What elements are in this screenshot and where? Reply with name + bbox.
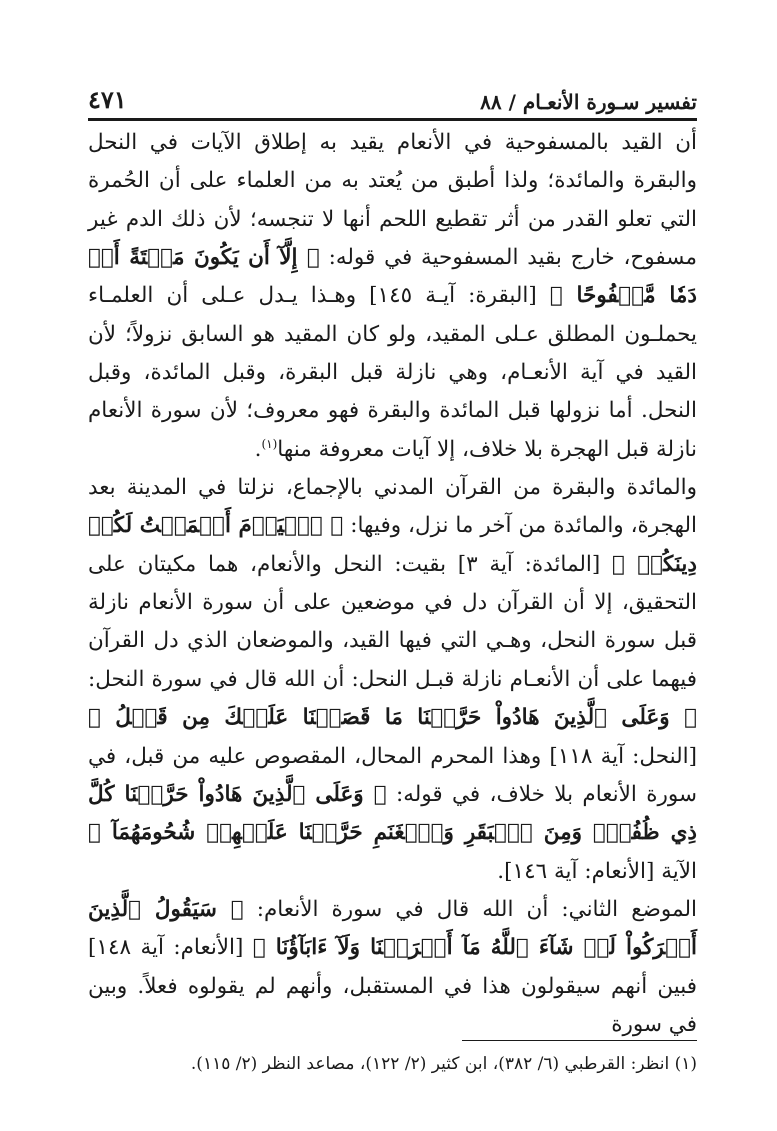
paragraph-2 — [88, 469, 697, 891]
text-run: [الأنعام: آية ١٤٨] فبين أنهم سيقولون هذا في المستقبل، وأنهم لم يقولوه فعلاً. وبين في سورة — [88, 935, 697, 1037]
footnote-divider — [462, 1040, 697, 1041]
text-run: الآية [الأنعام: آية ١٤٦]. — [497, 858, 697, 884]
footnote-marker: (١) — [261, 436, 278, 451]
quran-verse: ﴿ وَعَلَى ٱلَّذِينَ هَادُواْ حَرَّمۡنَا كُلَّ ذِي ظُفُرٍۖ وَمِنَ ٱلۡبَقَرِ وَٱلۡغَنَمِ حَرَّمۡنَا عَلَيۡهِمۡ شُحُومَهُمَآ ﴾ — [88, 781, 697, 846]
text-run: [المائدة: آية ٣] بقيت: النحل والأنعام، هما مكيتان على التحقيق، إلا أن القرآن دل في موضعين على أن سورة الأنعام نازلة قبل سورة النحل، وهـي التي فيها القيد، والموضعان الذي دل القرآن فيهما على أن الأنعـام نازلة قبـل النحل: أن الله قال في سورة النحل: — [88, 551, 697, 692]
text-run: الموضع الثاني: أن الله قال في سورة الأنعام: — [243, 896, 697, 922]
text-run: والمائدة والبقرة من القرآن المدني بالإجماع، نزلتا في المدينة بعد الهجرة، والمائدة من آخر ما نزل، وفيها: — [88, 475, 697, 539]
page-header — [88, 78, 697, 121]
text-run: أن القيد بالمسفوحية في الأنعام يقيد به إطلاق الآيات في النحل والبقرة والمائدة؛ ولذا أطبق من يُعتد به من العلماء على أن الحُمرة التي تعلو القدر من أثر تقطيع اللحم أنها لا تنجسه؛ لأن ذلك الدم غير مسفوح، خارج بقيد المسفوحية في قوله: — [88, 130, 697, 271]
footnote: (١) انظر: القرطبي (٦/ ٣٨٢)، ابن كثير (٢/ ١٢٢)، مصاعد النظر (٢/ ١١٥). — [190, 1054, 697, 1074]
quran-verse: ﴿ سَيَقُولُ ٱلَّذِينَ أَشۡرَكُواْ لَوۡ شَآءَ ٱللَّهُ مَآ أَشۡرَكۡنَا وَلَآ ءَابَآؤُنَا ﴾ — [88, 896, 697, 961]
main-text — [88, 124, 697, 1044]
quran-verse: ﴿ وَعَلَى ٱلَّذِينَ هَادُواْ حَرَّمۡنَا مَا قَصَصۡنَا عَلَيۡكَ مِن قَبۡلُ ﴾ — [88, 705, 697, 731]
paragraph-3 — [88, 891, 697, 1044]
text-run: . — [254, 436, 262, 462]
page-number: ٤٧١ — [88, 85, 127, 114]
running-title: تفسير سـورة الأنعـام / ٨٨ — [480, 90, 697, 114]
quran-verse: ﴿ ٱلۡيَوۡمَ أَكۡمَلۡتُ لَكُمۡ دِينَكُمۡ ﴾ — [88, 513, 697, 577]
paragraph-1 — [88, 124, 697, 469]
text-run: [البقرة: آيـة ١٤٥] وهـذا يـدل عـلى أن العلمـاء يحملـون المطلق عـلى المقيد، ولو كان المقيد هو السابق نزولاً؛ لأن القيد في آية الأنعـام، وهي نازلة قبل البقرة، وقبل المائدة، وقبل النحل. أما نزولها قبل المائدة والبقرة فهو معروف؛ لأن سورة الأنعام نازلة قبل الهجرة بلا خلاف، إلا آيات معروفة منها — [88, 283, 697, 462]
text-run: [النحل: آية ١١٨] وهذا المحرم المحال، المقصوص عليه من قبل، في سورة الأنعام بلا خلاف، في قوله: — [88, 743, 697, 807]
quran-verse: ﴿ إِلَّآ أَن يَكُونَ مَيۡتَةً أَوۡ دَمٗا مَّسۡفُوحًا ﴾ — [88, 245, 697, 309]
